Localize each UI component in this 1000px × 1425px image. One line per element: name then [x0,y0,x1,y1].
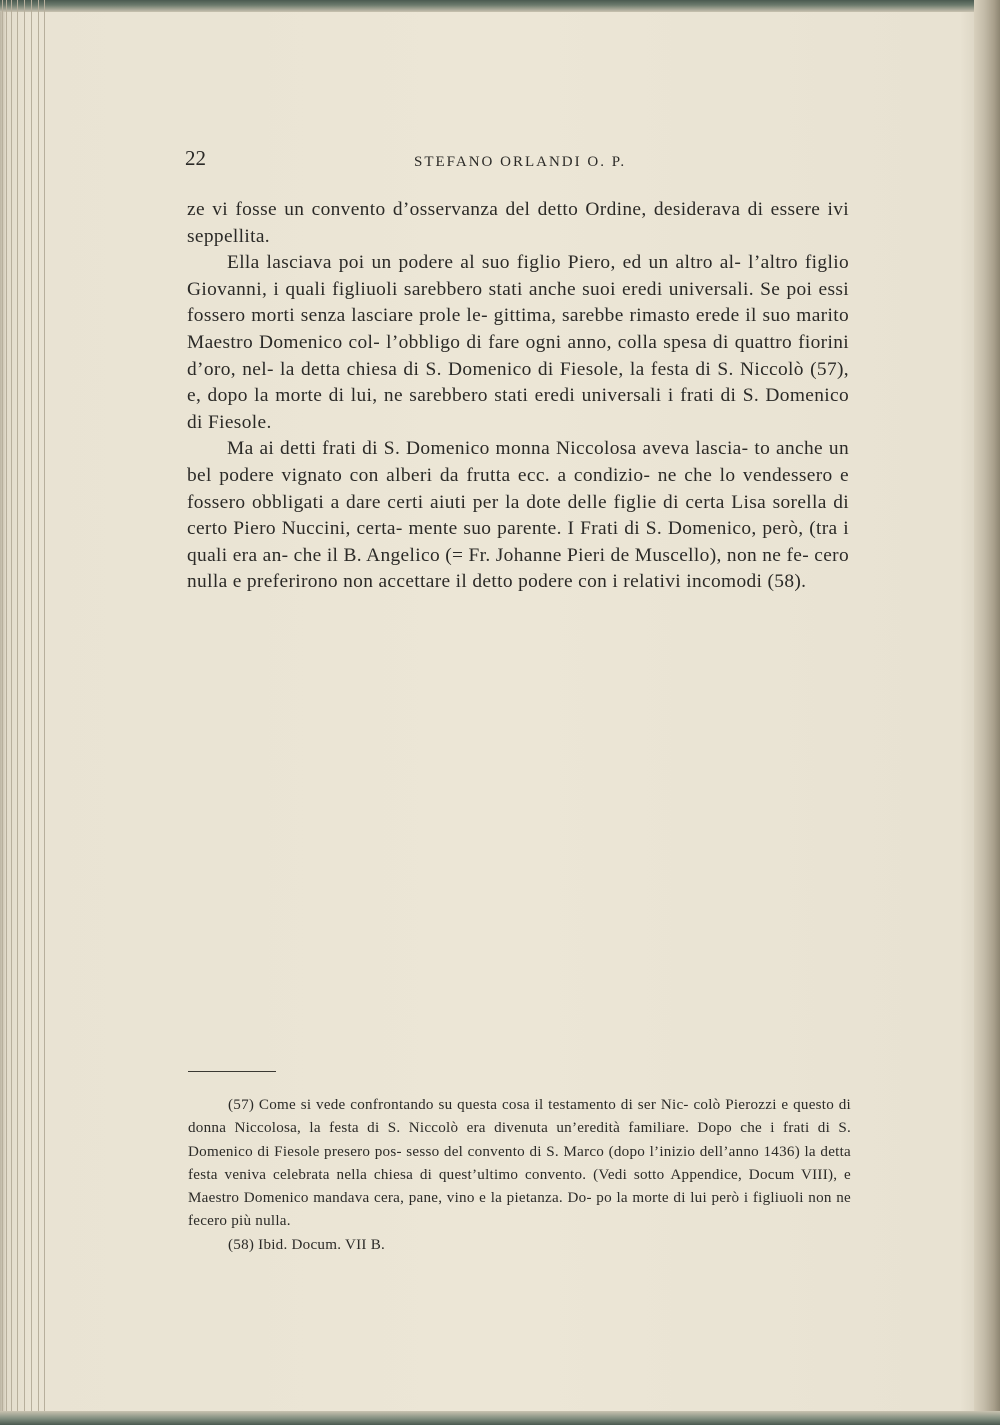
paragraph: Ma ai detti frati di S. Domenico monna Niccolosa aveva lascia- to anche un bel podere vignato con alberi da frutta ecc. a condizio- ne che lo vendessero e fossero obbligati a dare certi aiuti per la dote delle figlie di certa Lisa sorella di certo Piero Nuccini, certa- mente suo parente. I Frati di S. Domenico, però, (tra i quali era an- che il B. Angelico (= Fr. Johanne Pieri de Muscello), non ne fe- cero nulla e preferirono non accettare il detto podere con i relativi incomodi (58). [187,438,849,593]
stacked-page-edge [17,0,18,1425]
paragraph: ze vi fosse un convento d’osservanza del detto Ordine, desiderava di essere ivi seppellita. [187,199,849,247]
footnote-divider [188,1071,276,1072]
cover-edge-top [0,0,1000,12]
footnote: (57) Come si vede confrontando su questa cosa il testamento di ser Nic- colò Pierozzi e questo di donna Niccolosa, la festa di S. Niccolò era divenuta un’eredità familiare. Dopo che i frati di S. Domenico di Fiesole presero pos- sesso del convento di S. Marco (dopo l’inizio dell’anno 1436) la detta festa veniva celebrata nella chiesa di quest’ultimo convento. (Vedi sotto Appendice, Docum VIII), e Maestro Domenico mandava cera, pane, vino e la pietanza. Do- po la morte di lui però i figliuoli non ne fecero più nulla. [188,1097,851,1230]
page-number: 22 [185,146,206,170]
stacked-page-edge [2,0,3,1425]
footnotes [188,1094,851,1257]
book-gutter [974,0,1000,1425]
running-head: STEFANO ORLANDI O. P. [414,154,627,170]
stacked-page-edge [11,0,12,1425]
stacked-page-edge [24,0,25,1425]
main-text [187,197,849,596]
stacked-page-edge [44,0,45,1425]
paragraph: Ella lasciava poi un podere al suo figlio Piero, ed un altro al- l’altro figlio Giovanni, i quali figliuoli sarebbero stati anche suoi eredi universali. Se poi essi fossero morti senza lasciare prole le- gittima, sarebbe rimasto erede il suo marito Maestro Domenico col- l’obbligo di fare ogni anno, colla spesa di quattro fiorini d’oro, nel- la detta chiesa di S. Domenico di Fiesole, la festa di S. Niccolò (57), e, dopo la morte di lui, ne sarebbero stati eredi universali i frati di S. Domenico di Fiesole. [187,252,849,433]
footnote: (58) Ibid. Docum. VII B. [228,1236,386,1253]
stacked-page-edge [31,0,32,1425]
cover-edge-bottom [0,1411,1000,1425]
stacked-page-edge [6,0,7,1425]
stacked-page-edge [38,0,39,1425]
